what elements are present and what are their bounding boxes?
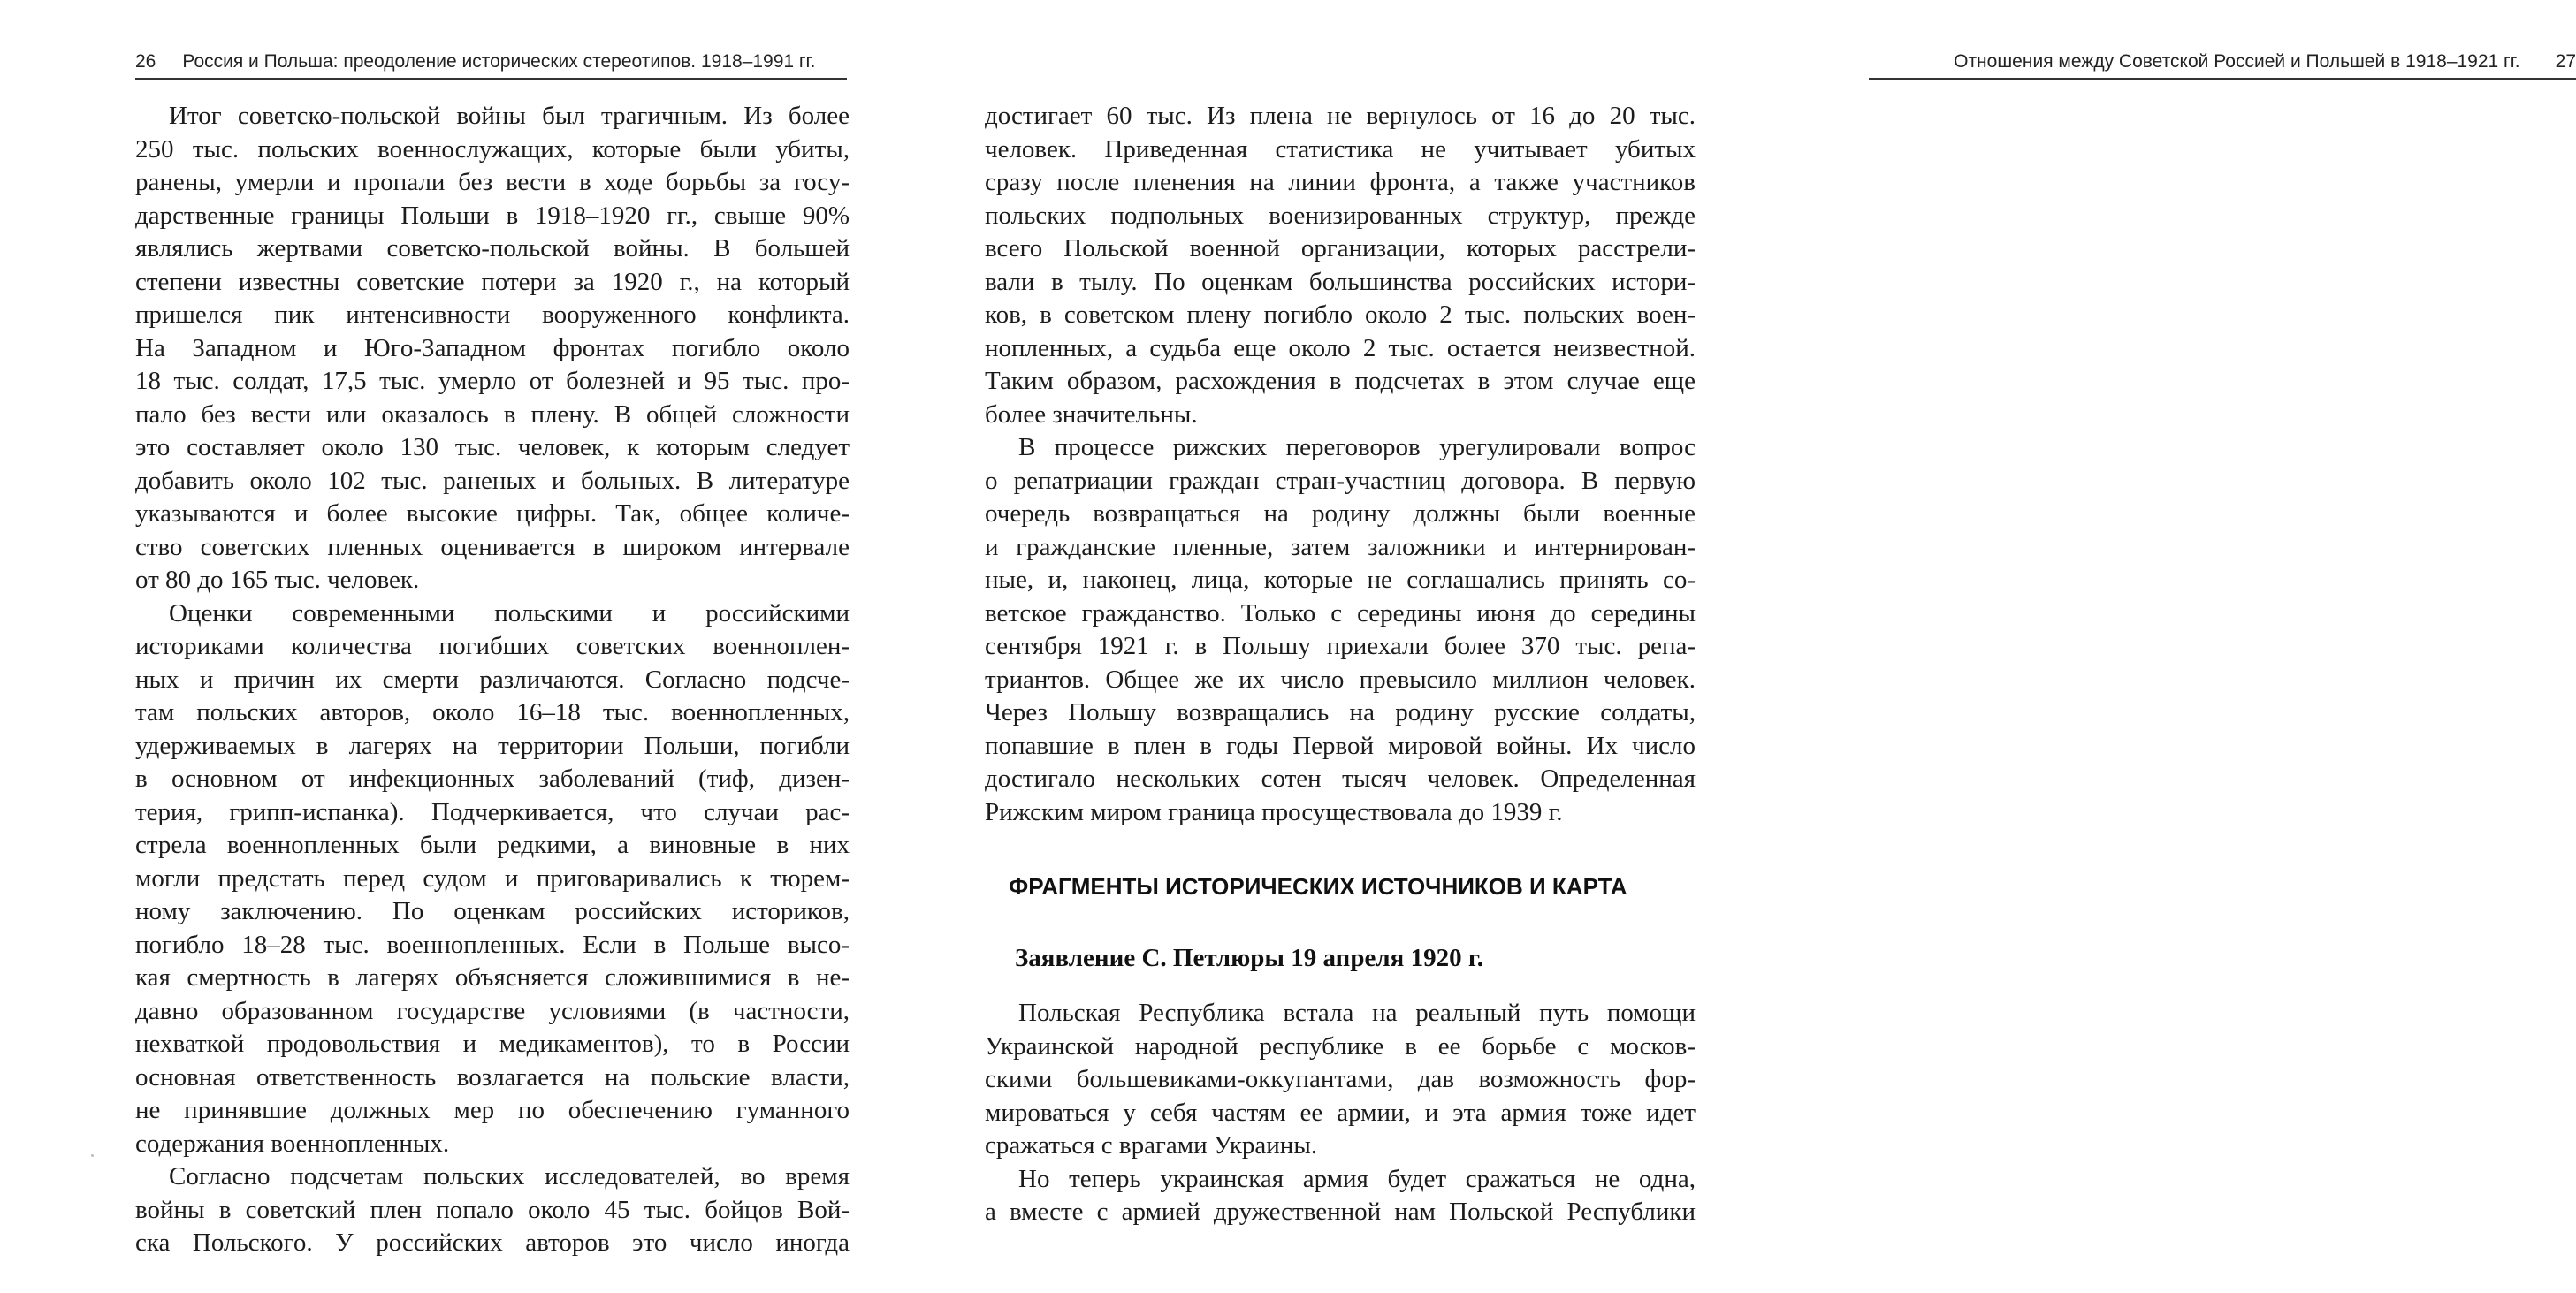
text-line: содержания военнопленных. [135, 1129, 450, 1158]
text-line: дарственные границы Польши в 1918–1920 гг., свыше 90% [135, 201, 850, 230]
text-line: человек. Приведенная статистика не учитывает убитых [985, 134, 1696, 164]
text-line: попавшие в плен в годы Первой мировой войны. Их число [985, 731, 1696, 760]
text-line: кая смертность в лагерях объясняется сложившимися в не- [135, 963, 850, 992]
text-line: вали в тылу. По оценкам большинства российских истори- [985, 267, 1696, 296]
text-line: историками количества погибших советских военноплен- [135, 632, 850, 660]
text-line: пало без вести или оказалось в плену. В общей сложности [135, 399, 850, 429]
right-header-rule [1869, 78, 2576, 80]
text-line: ска Польского. У российских авторов это число иногда [135, 1228, 850, 1257]
text-line: ные, и, наконец, лица, которые не соглашались принять со- [985, 566, 1696, 594]
scan-speck [91, 1154, 94, 1157]
text-line: сразу после пленения на линии фронта, а также участников [985, 168, 1696, 196]
text-line: мироваться у себя частям ее армии, и эта армия тоже идет [985, 1098, 1696, 1127]
text-line: Согласно подсчетам польских исследователей, во время [169, 1162, 850, 1190]
text-line: Рижским миром граница просуществовала до 1939 г. [985, 797, 1563, 826]
text-line: могли предстать перед судом и приговаривались к тюрем- [135, 863, 850, 893]
text-line: очередь возвращаться на родину должны были военные [985, 499, 1696, 528]
right-running-head [1869, 46, 2576, 78]
right-body-text-2 [985, 997, 1696, 1229]
text-line: там польских авторов, около 16–18 тыс. военнопленных, [135, 698, 850, 726]
section-title: ФРАГМЕНТЫ ИСТОРИЧЕСКИХ ИСТОЧНИКОВ И КАРТА [1009, 873, 1627, 900]
text-line: стрела военнопленных были редкими, а виновные в них [135, 831, 850, 859]
text-line: Но теперь украинская армия будет сражаться не одна, [1018, 1164, 1696, 1193]
right-body-text [985, 100, 1696, 829]
text-line: в основном от инфекционных заболеваний (тиф, дизен- [135, 764, 850, 793]
right-page-number: 27 [2555, 51, 2576, 72]
left-body-text [135, 100, 850, 1260]
text-line: польских подпольных военизированных структур, прежде [985, 201, 1696, 230]
text-line: 250 тыс. польских военнослужащих, которые были убиты, [135, 134, 850, 164]
text-line: степени известны советские потери за 1920 г., на который [135, 267, 850, 296]
text-line: нопленных, а судьба еще около 2 тыс. остается неизвестной. [985, 333, 1696, 362]
text-line: Таким образом, расхождения в подсчетах в этом случае еще [985, 367, 1696, 395]
text-line: это составляет около 130 тыс. человек, к которым следует [135, 433, 850, 461]
text-line: и гражданские пленные, затем заложники и интернирован- [985, 532, 1696, 561]
right-running-head-title: Отношения между Советской Россией и Польшей в 1918–1921 гг. [1954, 51, 2520, 72]
text-line: от 80 до 165 тыс. человек. [135, 566, 420, 594]
text-line: удерживаемых в лагерях на территории Польши, погибли [135, 731, 850, 760]
text-line: а вместе с армией дружественной нам Польской Республики [985, 1198, 1696, 1226]
text-line: не принявшие должных мер по обеспечению гуманного [135, 1096, 850, 1124]
text-line: основная ответственность возлагается на польские власти, [135, 1062, 850, 1091]
text-line: о репатриации граждан стран-участниц договора. В первую [985, 466, 1696, 495]
text-line: давно образованном государстве условиями (в частности, [135, 996, 850, 1025]
text-line: ных и причин их смерти различаются. Согласно подсче- [135, 665, 850, 694]
text-line: добавить около 102 тыс. раненых и больных. В литературе [135, 466, 850, 495]
text-line: терия, грипп-испанка). Подчеркивается, что случаи рас- [135, 797, 850, 826]
text-line: пришелся пик интенсивности вооруженного конфликта. [135, 300, 850, 329]
text-line: Итог советско-польской войны был трагичным. Из более [169, 102, 850, 130]
left-page [0, 0, 884, 1293]
text-line: ство советских пленных оценивается в широком интервале [135, 532, 850, 561]
text-line: 18 тыс. солдат, 17,5 тыс. умерло от болезней и 95 тыс. про- [135, 367, 850, 395]
text-line: На Западном и Юго-Западном фронтах погибло около [135, 333, 850, 362]
text-line: Украинской народной республике в ее борьбе с москов- [985, 1031, 1696, 1061]
document-subtitle: Заявление С. Петлюры 19 апреля 1920 г. [1015, 944, 1483, 972]
text-line: ранены, умерли и пропали без вести в ходе борьбы за госу- [135, 168, 850, 196]
left-running-head [135, 46, 847, 78]
text-line: нехваткой продовольствия и медикаментов), то в России [135, 1030, 850, 1058]
text-line: В процессе рижских переговоров урегулировали вопрос [1018, 433, 1696, 461]
text-line: достигает 60 тыс. Из плена не вернулось от 16 до 20 тыс. [985, 102, 1696, 130]
text-line: сражаться с врагами Украины. [985, 1131, 1318, 1160]
text-line: Оценки современными польскими и российскими [169, 598, 850, 627]
text-line: ков, в советском плену погибло около 2 тыс. польских воен- [985, 300, 1696, 329]
text-line: всего Польской военной организации, которых расстрели- [985, 234, 1696, 262]
text-line: войны в советский плен попало около 45 тыс. бойцов Вой- [135, 1195, 850, 1224]
text-line: Польская Республика встала на реальный путь помощи [1018, 999, 1696, 1027]
text-line: достигало нескольких сотен тысяч человек. Определенная [985, 764, 1696, 793]
left-header-rule [135, 78, 847, 80]
text-line: сентября 1921 г. в Польшу приехали более 370 тыс. репа- [985, 632, 1696, 660]
text-line: более значительны. [985, 399, 1198, 429]
text-line: погибло 18–28 тыс. военнопленных. Если в Польше высо- [135, 930, 850, 959]
left-page-number: 26 [135, 51, 156, 72]
text-line: ному заключению. По оценкам российских историков, [135, 897, 850, 925]
text-line: ветское гражданство. Только с середины июня до середины [985, 598, 1696, 627]
text-line: указываются и более высокие цифры. Так, общее количе- [135, 499, 850, 528]
text-line: скими большевиками-оккупантами, дав возможность фор- [985, 1065, 1696, 1093]
text-line: являлись жертвами советско-польской войны. В большей [135, 234, 850, 262]
left-running-head-title: Россия и Польша: преодоление исторических стереотипов. 1918–1991 гг. [182, 51, 816, 72]
text-line: триантов. Общее же их число превысило миллион человек. [985, 665, 1696, 694]
text-line: Через Польшу возвращались на родину русские солдаты, [985, 698, 1696, 726]
